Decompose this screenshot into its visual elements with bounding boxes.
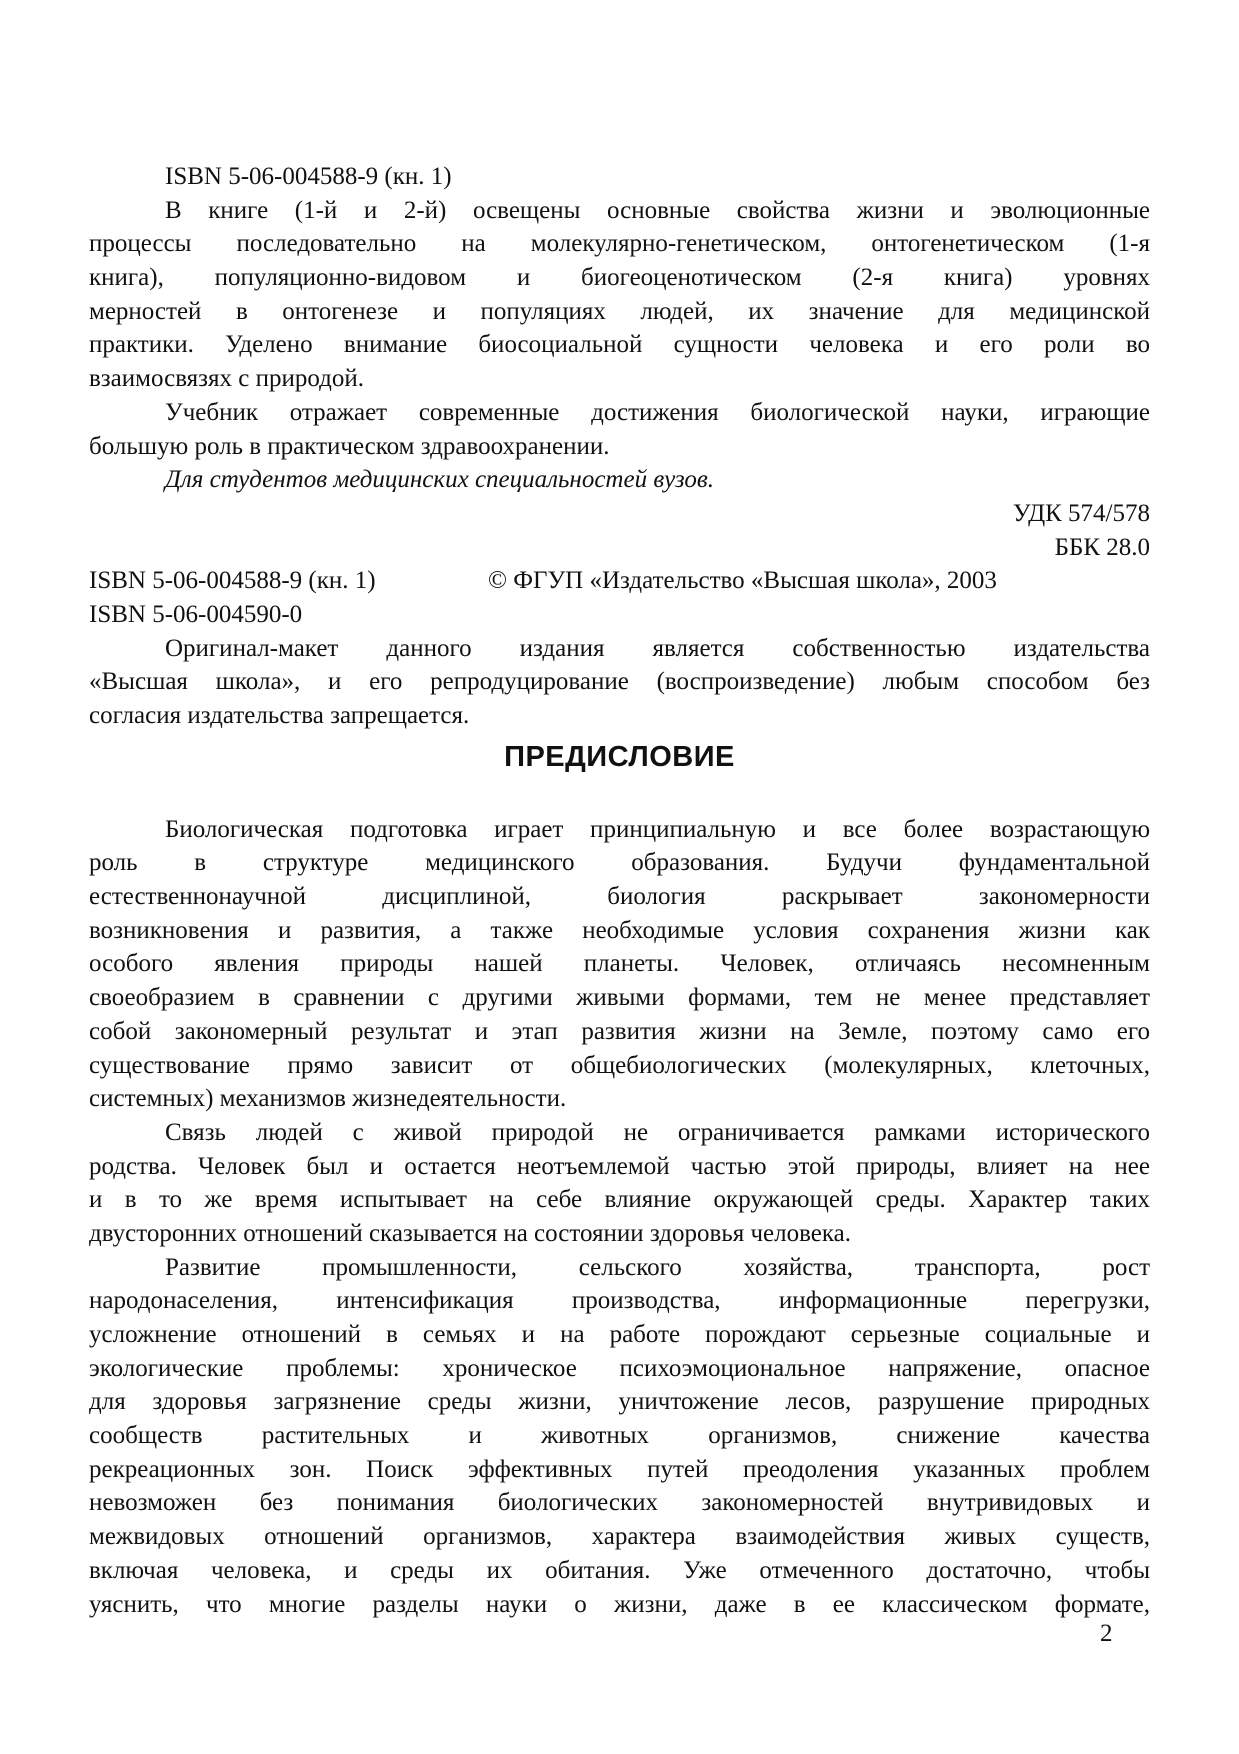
text-line: Оригинал-макет данного издания является собственностью издательства [165, 634, 1150, 662]
isbn-copyright-line [89, 564, 1150, 598]
isbn-book1: ISBN 5-06-004588-9 (кн. 1) [89, 567, 376, 595]
text-line: двусторонних отношений сказывается на состоянии здоровья человека. [89, 1219, 851, 1247]
preface-paragraph-3 [89, 1251, 1150, 1622]
preface-paragraph-2 [89, 1116, 1150, 1251]
bbk-code: ББК 28.0 [1054, 533, 1150, 561]
text-line: особого явления природы нашей планеты. Человек, отличаясь несомненным [89, 950, 1150, 978]
text-line: возникновения и развития, а также необходимые условия сохранения жизни как [89, 916, 1150, 944]
text-line: сообществ растительных и животных организмов, снижение качества [89, 1422, 1150, 1450]
spacer [89, 781, 1150, 813]
text-line: своеобразием в сравнении с другими живыми формами, тем не менее представляет [89, 984, 1150, 1012]
text-line: усложнение отношений в семьях и на работе порождают серьезные социальные и [89, 1321, 1150, 1348]
text-line: системных) механизмов жизнедеятельности. [89, 1085, 567, 1113]
preface-heading: ПРЕДИСЛОВИЕ [504, 740, 735, 773]
title-verso [89, 160, 1150, 1621]
text-line: родства. Человек был и остается неотъемлемой частью этой природы, влияет на нее [89, 1152, 1150, 1180]
textbook-note [89, 396, 1150, 463]
text-line: Связь людей с живой природой не ограничивается рамками исторического [165, 1118, 1150, 1146]
text-line: мерностей в онтогенезе и популяциях людей, их значение для медицинской [89, 297, 1150, 325]
text-line: народонаселения, интенсификация производства, информационные перегрузки, [89, 1287, 1150, 1315]
copyright: © ФГУП «Издательство «Высшая школа», 2003 [488, 567, 997, 595]
text-line: включая человека, и среды их обитания. Уже отмеченного достаточно, чтобы [89, 1556, 1150, 1584]
text-line: практики. Уделено внимание биосоциальной сущности человека и его роли во [89, 331, 1150, 359]
text-line: «Высшая школа», и его репродуцирование (воспроизведение) любым способом без [89, 668, 1150, 696]
text-line: межвидовых отношений организмов, характера взаимодействия живых существ, [89, 1523, 1150, 1551]
abstract [89, 194, 1150, 396]
text-line: и в то же время испытывает на себе влияние окружающей среды. Характер таких [89, 1186, 1150, 1214]
udk-code: УДК 574/578 [1012, 499, 1150, 527]
text-line: уяснить, что многие разделы науки о жизни, даже в ее классическом формате, [89, 1590, 1150, 1618]
text-line: книга), популяционно-видовом и биогеоценотическом (2-я книга) уровнях [89, 264, 1150, 292]
text-line: для здоровья загрязнение среды жизни, уничтожение лесов, разрушение природных [89, 1388, 1150, 1416]
isbn-line: ISBN 5-06-004588-9 (кн. 1) [165, 163, 452, 190]
audience-line: Для студентов медицинских специальностей вузов. [165, 466, 714, 494]
text-line: рекреационных зон. Поиск эффективных путей преодоления указанных проблем [89, 1455, 1150, 1483]
text-line: Развитие промышленности, сельского хозяйства, транспорта, рост [165, 1253, 1150, 1281]
text-line: Учебник отражает современные достижения биологической науки, играющие [165, 398, 1150, 426]
text-line: невозможен без понимания биологических закономерностей внутривидовых и [89, 1489, 1150, 1517]
rights-notice [89, 632, 1150, 733]
text-line: взаимосвязях с природой. [89, 365, 365, 393]
text-line: существование прямо зависит от общебиологических (молекулярных, клеточных, [89, 1051, 1150, 1079]
text-line: естественнонаучной дисциплиной, биология раскрывает закономерности [89, 883, 1150, 911]
text-line: собой закономерный результат и этап развития жизни на Земле, поэтому само его [89, 1017, 1150, 1045]
preface-paragraph-1 [89, 813, 1150, 1116]
isbn-set: ISBN 5-06-004590-0 [89, 600, 303, 628]
text-line: согласия издательства запрещается. [89, 702, 470, 729]
text-line: экологические проблемы: хроническое психоэмоциональное напряжение, опасное [89, 1354, 1150, 1382]
text-line: большую роль в практическом здравоохранении. [89, 432, 610, 460]
text-line: роль в структуре медицинского образования. Будучи фундаментальной [89, 849, 1150, 877]
page-number: 2 [1100, 1620, 1113, 1647]
text-line: процессы последовательно на молекулярно-генетическом, онтогенетическом (1-я [89, 230, 1150, 258]
text-line: Биологическая подготовка играет принципиальную и все более возрастающую [165, 815, 1150, 843]
text-line: В книге (1-й и 2-й) освещены основные свойства жизни и эволюционные [165, 196, 1150, 224]
